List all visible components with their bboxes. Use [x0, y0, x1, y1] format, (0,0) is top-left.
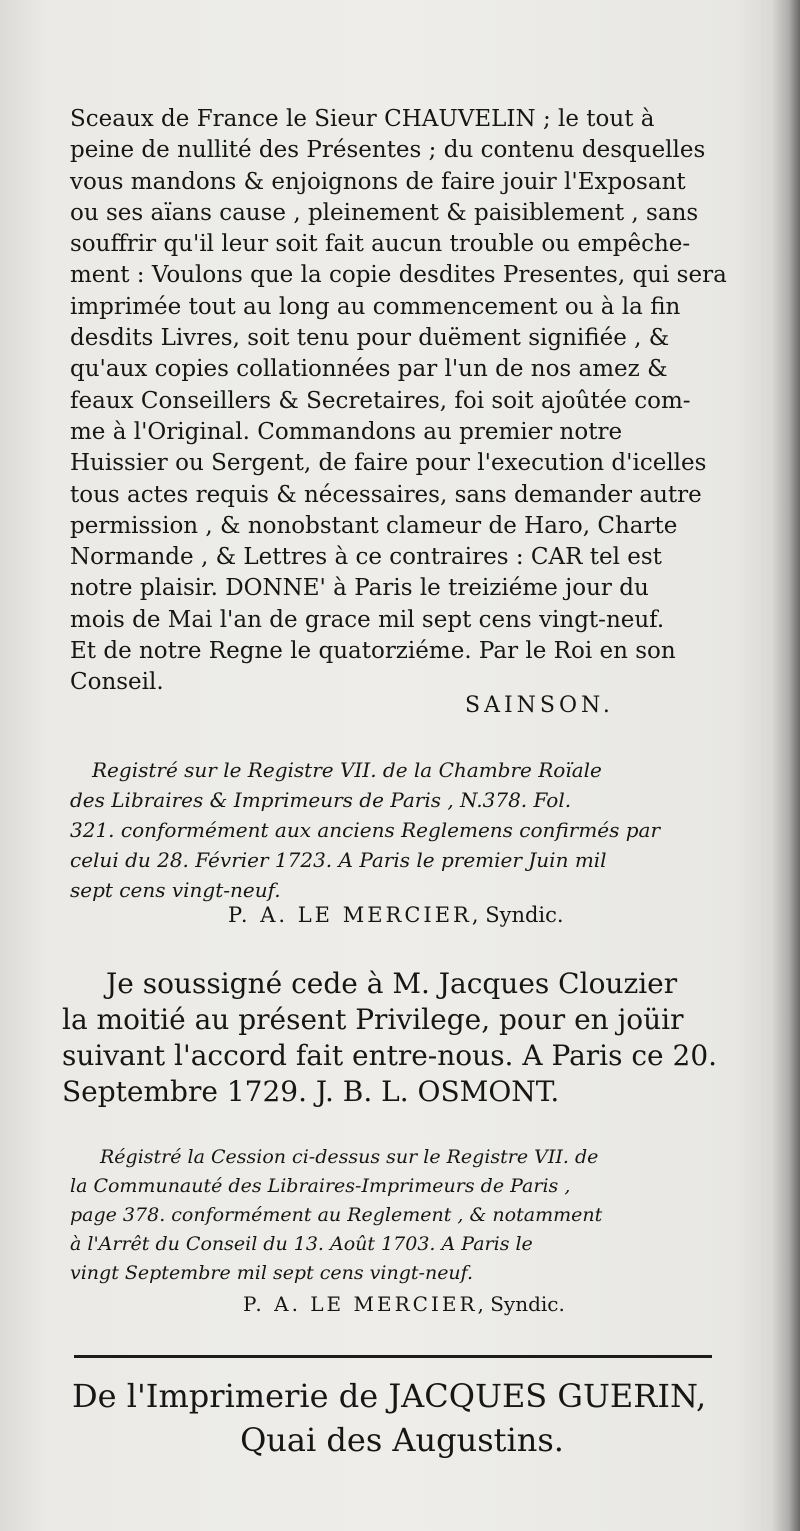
text-line: peine de nullité des Présentes ; du contenu desquelles	[70, 137, 706, 164]
syndic-name: P. A. LE MERCIER	[243, 1292, 478, 1316]
privilege-text	[70, 104, 730, 699]
text-line: vous mandons & enjoignons de faire jouir l'Exposant	[70, 168, 686, 195]
registration-note-1	[70, 755, 730, 905]
text-line: feaux Conseillers & Secretaires, foi soit ajoûtée com-	[70, 387, 691, 414]
text-line: suivant l'accord fait entre-nous. A Paris ce 20.	[62, 1039, 718, 1072]
text-line: la Communauté des Libraires-Imprimeurs de Paris ,	[70, 1175, 571, 1197]
text-line: à l'Arrêt du Conseil du 13. Août 1703. A Paris le	[70, 1233, 533, 1255]
text-line: Registré sur le Registre VII. de la Chambre Roïale	[92, 758, 602, 782]
text-line: la moitié au présent Privilege, pour en joüir	[62, 1003, 684, 1036]
horizontal-rule	[74, 1355, 712, 1358]
text-line: Sceaux de France le Sieur CHAUVELIN ; le tout à	[70, 106, 655, 132]
text-line: Huissier ou Sergent, de faire pour l'execution d'icelles	[70, 450, 707, 477]
cession-text	[62, 966, 732, 1110]
syndic-signature-2	[243, 1292, 565, 1316]
text-line: page 378. conformément au Reglement , & notamment	[70, 1204, 603, 1226]
text-line: Normande , & Lettres à ce contraires : CAR tel est	[70, 544, 662, 571]
text-line: Conseil.	[70, 669, 164, 696]
printer-imprint	[72, 1374, 732, 1462]
text-line: Régistré la Cession ci-dessus sur le Registre VII. de	[100, 1146, 599, 1168]
text-line: sept cens vingt-neuf.	[70, 878, 281, 902]
page-edge-shadow	[772, 0, 800, 1531]
text-line: tous actes requis & nécessaires, sans demander autre	[70, 481, 702, 508]
registration-note-2	[70, 1143, 730, 1288]
text-line: ment : Voulons que la copie desdites Presentes, qui sera	[70, 262, 727, 289]
text-line: souffrir qu'il leur soit fait aucun trouble ou empêche-	[70, 231, 691, 258]
text-line: Je soussigné cede à M. Jacques Clouzier	[106, 967, 678, 1000]
syndic-title: , Syndic.	[477, 1292, 565, 1316]
text-line: permission , & nonobstant clameur de Haro, Charte	[70, 512, 678, 539]
text-line: des Libraires & Imprimeurs de Paris , N.378. Fol.	[70, 788, 572, 812]
text-line: me à l'Original. Commandons au premier notre	[70, 418, 623, 445]
text-line: vingt Septembre mil sept cens vingt-neuf.	[70, 1262, 474, 1284]
text-line: imprimée tout au long au commencement ou à la fin	[70, 293, 681, 320]
text-line: 321. conformément aux anciens Reglemens confirmés par	[70, 818, 661, 842]
text-line: notre plaisir. DONNE' à Paris le treiziéme jour du	[70, 575, 649, 602]
syndic-title: , Syndic.	[471, 903, 564, 927]
imprint-line: De l'Imprimerie de JACQUES GUERIN,	[72, 1377, 707, 1415]
text-line: mois de Mai l'an de grace mil sept cens vingt-neuf.	[70, 606, 665, 633]
text-line: desdits Livres, soit tenu pour duëment signifiée , &	[70, 325, 670, 352]
signature-sainson: SAINSON.	[465, 693, 614, 718]
imprint-line: Quai des Augustins.	[240, 1421, 564, 1459]
text-line: ou ses aïans cause , pleinement & paisiblement , sans	[70, 199, 699, 226]
syndic-name: P. A. LE MERCIER	[228, 903, 472, 927]
text-line: Et de notre Regne le quatorziéme. Par le Roi en son	[70, 638, 676, 665]
text-line: Septembre 1729. J. B. L. OSMONT.	[62, 1075, 560, 1108]
syndic-signature-1	[228, 903, 564, 927]
text-line: qu'aux copies collationnées par l'un de nos amez &	[70, 356, 668, 383]
text-line: celui du 28. Février 1723. A Paris le premier Juin mil	[70, 848, 607, 872]
